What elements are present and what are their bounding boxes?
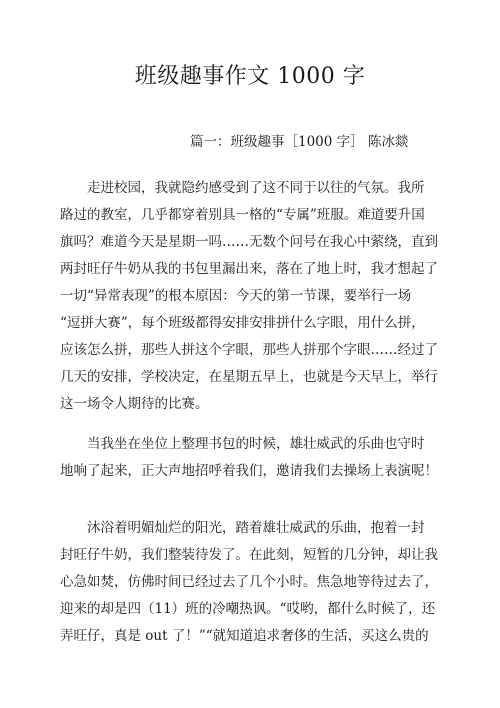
- paragraph-line: 应该怎么拼，那些人拼这个字眼，那些人拼那个字眼……经过了: [60, 342, 438, 358]
- paragraph-line: 几天的安排，学校决定，在星期五早上，也就是今天早上，举行: [60, 369, 438, 385]
- paragraph-line: 心急如焚，仿佛时间已经过去了几个小时。焦急地等待过去了，: [60, 574, 438, 590]
- paragraph-line: 弄旺仔，真是 out 了！”“就知道追求奢侈的生活，买这么贵的: [60, 628, 429, 644]
- paragraph-3: [60, 515, 450, 650]
- paragraph-line: 这一场令人期待的比赛。: [60, 396, 209, 412]
- paragraph-line: 一切“异常表现”的根本原因：今天的第一节课，要举行一场: [60, 288, 412, 304]
- paragraph-2: [60, 431, 450, 485]
- paragraph-1: [60, 175, 450, 418]
- paragraph-line: 迎来的却是四（11）班的冷嘲热讽。“哎哟，都什么时候了，还: [60, 601, 436, 617]
- paragraph-line: 路过的教室，几乎都穿着别具一格的“专属”班服。难道要升国: [60, 207, 425, 223]
- paragraph-line: 两封旺仔牛奶从我的书包里漏出来，落在了地上时，我才想起了: [60, 261, 438, 277]
- paragraph-line: 沐浴着明媚灿烂的阳光，踏着雄壮威武的乐曲，抱着一封: [60, 520, 425, 536]
- paragraph-line: 封旺仔牛奶，我们整装待发了。在此刻，短暂的几分钟，却让我: [60, 547, 438, 563]
- paragraph-line: “逗拼大赛”，每个班级都得安排安排拼什么字眼，用什么拼，: [60, 315, 425, 331]
- paragraph-line: 地响了起来，正大声地招呼着我们，邀请我们去操场上表演呢！: [60, 463, 438, 479]
- document-title: 班级趣事作文 1000 字: [134, 64, 366, 89]
- document-subtitle: 篇一：班级趣事［1000 字］ 陈冰燚: [190, 134, 409, 150]
- paragraph-line: 走进校园，我就隐约感受到了这不同于以往的气氛。我所: [60, 180, 425, 196]
- paragraph-line: 当我坐在坐位上整理书包的时候，雄壮威武的乐曲也守时: [60, 436, 425, 452]
- paragraph-line: 旗吗？难道今天是星期一吗……无数个问号在我心中萦绕，直到: [60, 234, 438, 250]
